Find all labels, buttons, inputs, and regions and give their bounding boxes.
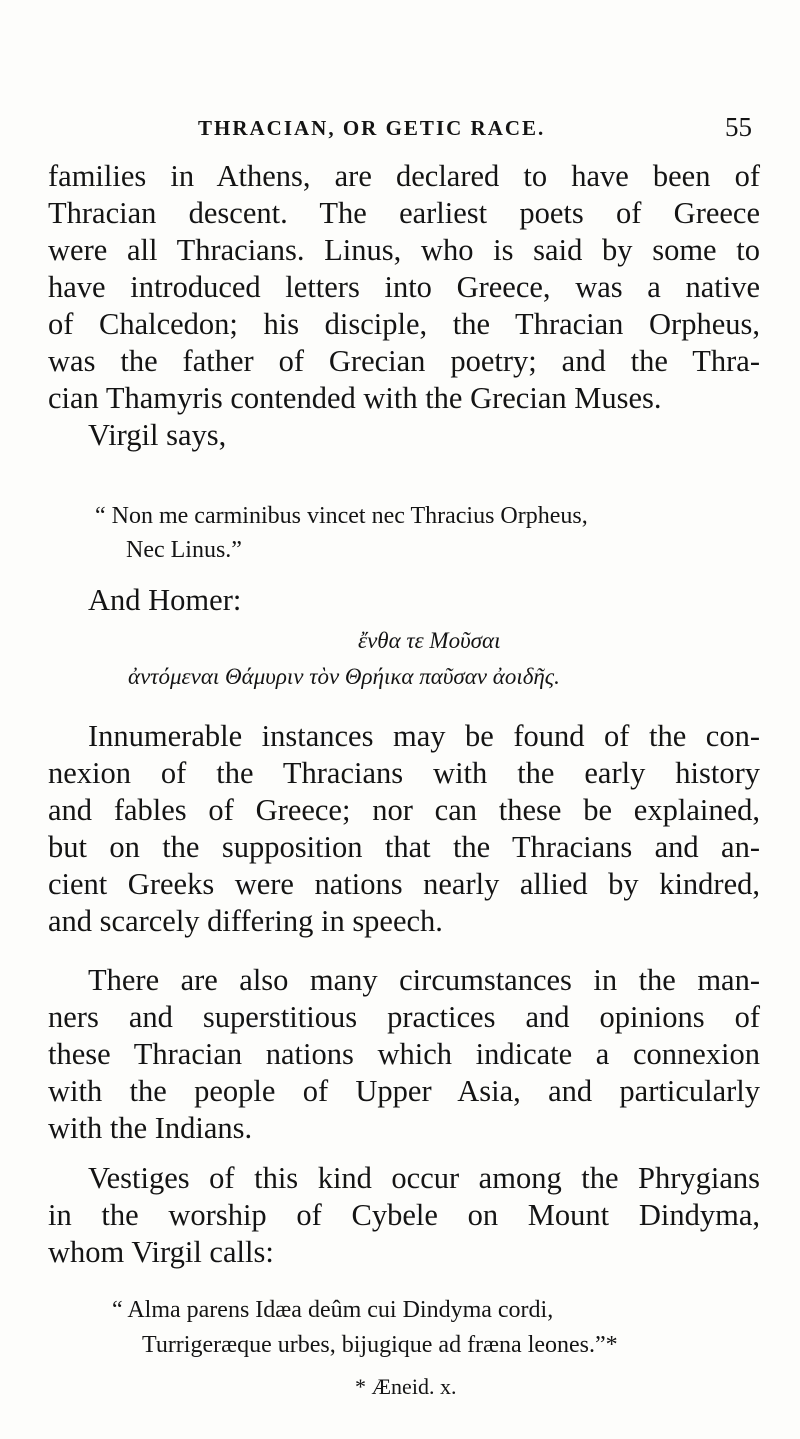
text-line: with the Indians. — [48, 1111, 253, 1145]
virgil-quote-line-1: “ Non me carminibus vincet nec Thracius Orpheus, — [95, 503, 588, 529]
footnote: * Æneid. x. — [355, 1374, 457, 1399]
text-line: nexion of the Thracians with the early history — [48, 756, 760, 790]
text-line: was the father of Grecian poetry; and the Thra- — [48, 344, 760, 378]
virgil-says: Virgil says, — [88, 418, 227, 452]
text-line: these Thracian nations which indicate a connexion — [48, 1037, 760, 1071]
text-line: whom Virgil calls: — [48, 1235, 274, 1269]
greek-quote-line-1: ἔνθα τε Μοῦσαι — [358, 628, 501, 653]
page-number: 55 — [725, 112, 752, 142]
and-homer: And Homer: — [88, 583, 242, 617]
text-line: cian Thamyris contended with the Grecian Muses. — [48, 381, 662, 415]
text-line: of Chalcedon; his disciple, the Thracian Orpheus, — [48, 307, 760, 341]
text-line: were all Thracians. Linus, who is said by some to — [48, 233, 760, 267]
text-line: Innumerable instances may be found of the con- — [88, 719, 760, 753]
cybele-quote-line-1: “ Alma parens Idæa deûm cui Dindyma cordi, — [112, 1297, 554, 1323]
paragraph-4 — [48, 1160, 760, 1271]
paragraph-3 — [48, 962, 760, 1147]
page-header — [48, 112, 760, 148]
text-line: Vestiges of this kind occur among the Phrygians — [88, 1161, 760, 1195]
text-line: with the people of Upper Asia, and particularly — [48, 1074, 760, 1108]
virgil-quote-line-2: Nec Linus.” — [126, 537, 242, 563]
text-line: cient Greeks were nations nearly allied by kindred, — [48, 867, 760, 901]
text-line: but on the supposition that the Thracians and an- — [48, 830, 760, 864]
paragraph-1 — [48, 158, 760, 454]
text-line: ners and superstitious practices and opinions of — [48, 1000, 760, 1034]
paragraph-2 — [48, 718, 760, 940]
text-line: There are also many circumstances in the man- — [88, 963, 760, 997]
text-line: families in Athens, are declared to have been of — [48, 159, 760, 193]
text-line: and scarcely differing in speech. — [48, 904, 443, 938]
cybele-quote-line-2: Turrigeræque urbes, bijugique ad fræna leones.”* — [142, 1332, 618, 1358]
text-line: have introduced letters into Greece, was a native — [48, 270, 760, 304]
running-head: THRACIAN, OR GETIC RACE. — [198, 116, 546, 140]
text-line: and fables of Greece; nor can these be explained, — [48, 793, 760, 827]
text-line: Thracian descent. The earliest poets of Greece — [48, 196, 760, 230]
text-line: in the worship of Cybele on Mount Dindyma, — [48, 1198, 760, 1232]
greek-quote-line-2: ἀντόμεναι Θάμυριν τὸν Θρήικα παῦσαν ἀοιδῆς. — [128, 664, 560, 689]
